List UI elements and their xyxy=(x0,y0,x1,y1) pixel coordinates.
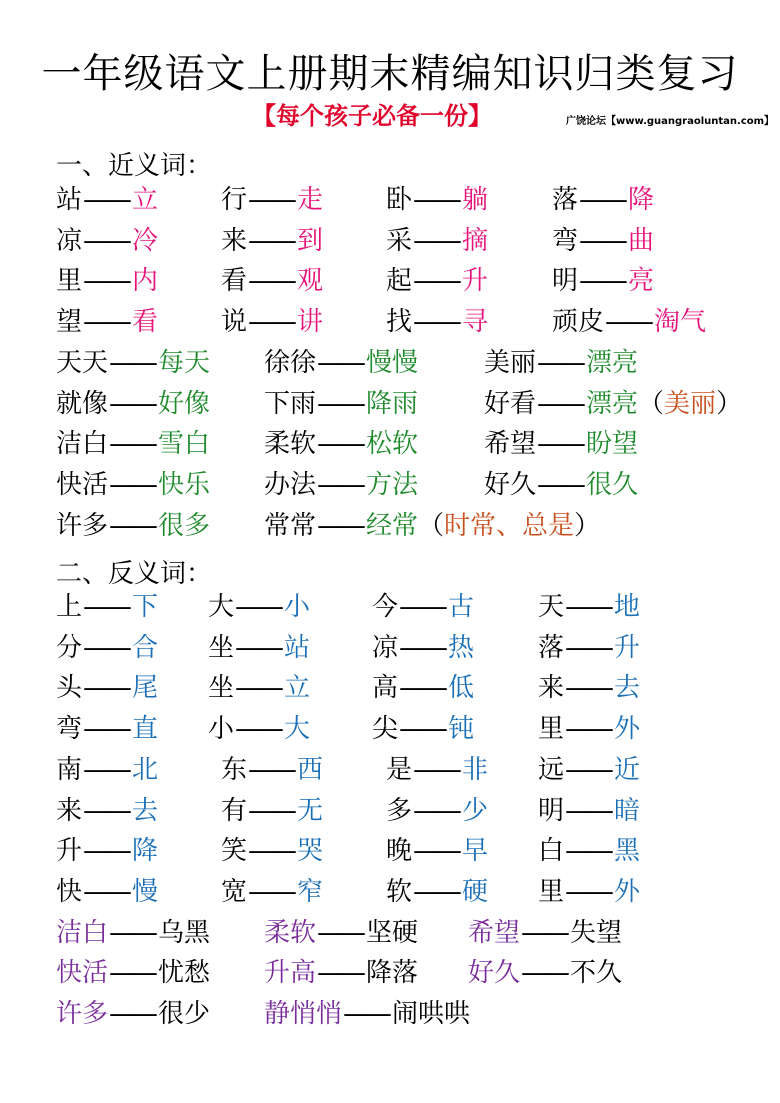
word-b: 少 xyxy=(462,795,489,826)
antonym-pair xyxy=(208,629,310,667)
dash-separator: —— xyxy=(413,795,460,826)
word-b: 北 xyxy=(132,754,159,785)
word-a: 顽皮 xyxy=(552,307,605,338)
antonym-pair xyxy=(372,710,474,748)
word-b: 西 xyxy=(297,754,324,785)
antonym-pair xyxy=(538,669,640,707)
word-b: 很少 xyxy=(158,999,211,1029)
word-b: 哭 xyxy=(297,836,324,867)
word-a: 坐 xyxy=(208,673,235,704)
dash-separator: —— xyxy=(83,225,130,256)
dash-separator: —— xyxy=(413,754,460,785)
synonym-pair xyxy=(552,181,654,219)
antonym-pair xyxy=(468,914,622,952)
antonym-pair xyxy=(538,873,640,911)
word-a: 希望 xyxy=(484,429,537,460)
synonym-pair xyxy=(386,181,488,219)
word-a: 凉 xyxy=(56,225,83,256)
synonym-pair xyxy=(386,222,488,260)
word-a: 大 xyxy=(208,592,235,622)
word-a: 洁白 xyxy=(56,917,109,948)
dash-separator: —— xyxy=(235,592,282,622)
word-a: 分 xyxy=(56,632,83,663)
synonym-pair xyxy=(264,385,418,423)
dash-separator: —— xyxy=(109,917,156,948)
antonym-pair xyxy=(264,995,470,1033)
antonym-pair xyxy=(221,832,323,870)
synonym-pair xyxy=(56,303,158,341)
word-b: 到 xyxy=(297,225,324,256)
antonym-pair xyxy=(538,629,640,667)
word-a: 就像 xyxy=(56,388,109,419)
word-a: 下雨 xyxy=(264,388,317,419)
word-a: 卧 xyxy=(386,185,413,215)
word-a: 是 xyxy=(386,754,413,785)
dash-separator: —— xyxy=(248,876,295,907)
word-b: 方法 xyxy=(366,469,419,500)
dash-separator: —— xyxy=(565,592,612,622)
word-b: 降落 xyxy=(366,958,419,989)
word-a: 凉 xyxy=(372,632,399,663)
dash-separator: —— xyxy=(565,836,612,867)
word-a: 多 xyxy=(386,795,413,826)
dash-separator: —— xyxy=(521,958,568,989)
synonym-pair xyxy=(264,466,418,504)
word-b: 站 xyxy=(284,632,311,663)
word-a: 洁白 xyxy=(56,429,109,460)
word-a: 笑 xyxy=(221,836,248,867)
antonym-pair xyxy=(538,588,640,626)
dash-separator: —— xyxy=(83,632,130,663)
word-a: 坐 xyxy=(208,632,235,663)
word-b: 好像 xyxy=(158,388,211,419)
dash-separator: —— xyxy=(83,836,130,867)
antonym-pair xyxy=(538,751,640,789)
word-b: 观 xyxy=(297,266,324,297)
word-b: 降雨 xyxy=(366,388,419,419)
word-b: 很多 xyxy=(158,510,211,541)
word-b: 忧愁 xyxy=(158,958,211,989)
dash-separator: —— xyxy=(413,836,460,867)
synonym-pair xyxy=(386,303,488,341)
word-a: 许多 xyxy=(56,510,109,541)
dash-separator: —— xyxy=(248,185,295,215)
dash-separator: —— xyxy=(579,185,626,215)
word-a: 望 xyxy=(56,307,83,338)
word-b: 外 xyxy=(614,714,641,745)
dash-separator: —— xyxy=(248,225,295,256)
antonym-pair xyxy=(56,954,210,992)
antonym-pair xyxy=(386,832,488,870)
dash-separator: —— xyxy=(399,592,446,622)
dash-separator: —— xyxy=(565,673,612,704)
synonym-pair xyxy=(56,466,210,504)
dash-separator: —— xyxy=(83,266,130,297)
word-b: 盼望 xyxy=(586,429,639,460)
dash-separator: —— xyxy=(413,266,460,297)
dash-separator: —— xyxy=(83,754,130,785)
synonym-pair xyxy=(264,344,418,382)
dash-separator: —— xyxy=(248,836,295,867)
dash-separator: —— xyxy=(248,795,295,826)
word-b: 地 xyxy=(614,592,641,622)
dash-separator: —— xyxy=(565,795,612,826)
dash-separator: —— xyxy=(317,917,364,948)
word-a: 柔软 xyxy=(264,429,317,460)
dash-separator: —— xyxy=(83,673,130,704)
dash-separator: —— xyxy=(109,999,156,1029)
word-a: 行 xyxy=(221,185,248,215)
synonym-pair xyxy=(264,507,600,545)
word-b: 下 xyxy=(132,592,159,622)
dash-separator: —— xyxy=(413,307,460,338)
dash-separator: —— xyxy=(317,958,364,989)
synonym-pair xyxy=(221,181,323,219)
dash-separator: —— xyxy=(109,388,156,419)
word-b: 尾 xyxy=(132,673,159,704)
dash-separator: —— xyxy=(565,876,612,907)
dash-separator: —— xyxy=(399,714,446,745)
dash-separator: —— xyxy=(413,225,460,256)
word-a: 落 xyxy=(552,185,579,215)
word-b: 很久 xyxy=(586,469,639,500)
word-a: 柔软 xyxy=(264,917,317,948)
word-a: 落 xyxy=(538,632,565,663)
antonym-pair xyxy=(538,832,640,870)
word-a: 尖 xyxy=(372,714,399,745)
word-a: 弯 xyxy=(56,714,83,745)
dash-separator: —— xyxy=(83,795,130,826)
word-b: 去 xyxy=(132,795,159,826)
word-b: 经常 xyxy=(366,510,419,541)
dash-separator: —— xyxy=(413,185,460,215)
antonym-pair xyxy=(56,914,210,952)
word-b: 无 xyxy=(297,795,324,826)
word-a: 南 xyxy=(56,754,83,785)
antonym-pair xyxy=(221,751,323,789)
dash-separator: —— xyxy=(109,958,156,989)
word-b: 慢 xyxy=(132,876,159,907)
word-b: 淘气 xyxy=(654,307,707,338)
dash-separator: —— xyxy=(317,510,364,541)
dash-separator: —— xyxy=(605,307,652,338)
alternate-words: （美丽） xyxy=(638,388,743,419)
word-a: 晚 xyxy=(386,836,413,867)
dash-separator: —— xyxy=(109,469,156,500)
word-b: 寻 xyxy=(462,307,489,338)
dash-separator: —— xyxy=(565,632,612,663)
antonym-pair xyxy=(538,792,640,830)
word-a: 宽 xyxy=(221,876,248,907)
antonym-pair xyxy=(208,669,310,707)
dash-separator: —— xyxy=(235,673,282,704)
antonym-pair xyxy=(386,873,488,911)
word-a: 静悄悄 xyxy=(264,999,343,1029)
word-a: 高 xyxy=(372,673,399,704)
word-a: 里 xyxy=(56,266,83,297)
dash-separator: —— xyxy=(83,185,130,215)
word-a: 明 xyxy=(552,266,579,297)
antonym-pair xyxy=(208,710,310,748)
word-b: 黑 xyxy=(614,836,641,867)
word-a: 白 xyxy=(538,836,565,867)
antonym-pair xyxy=(372,629,474,667)
alternate-words: （时常、总是） xyxy=(418,510,601,541)
dash-separator: —— xyxy=(235,632,282,663)
word-b: 暗 xyxy=(614,795,641,826)
antonym-pair xyxy=(56,751,158,789)
word-b: 升 xyxy=(462,266,489,297)
antonym-pair xyxy=(56,629,158,667)
word-b: 降 xyxy=(628,185,655,215)
antonyms-heading: 二、反义词： xyxy=(56,559,213,589)
word-a: 希望 xyxy=(468,917,521,948)
word-a: 软 xyxy=(386,876,413,907)
word-b: 松软 xyxy=(366,429,419,460)
word-b: 外 xyxy=(614,876,641,907)
word-a: 升高 xyxy=(264,958,317,989)
word-b: 亮 xyxy=(628,266,655,297)
dash-separator: —— xyxy=(343,999,390,1029)
dash-separator: —— xyxy=(83,307,130,338)
word-b: 立 xyxy=(284,673,311,704)
synonym-pair xyxy=(484,385,742,423)
word-b: 摘 xyxy=(462,225,489,256)
dash-separator: —— xyxy=(399,673,446,704)
dash-separator: —— xyxy=(235,714,282,745)
word-a: 升 xyxy=(56,836,83,867)
word-b: 近 xyxy=(614,754,641,785)
word-b: 内 xyxy=(132,266,159,297)
antonym-pair xyxy=(56,588,158,626)
dash-separator: —— xyxy=(83,592,130,622)
dash-separator: —— xyxy=(317,388,364,419)
antonym-pair xyxy=(56,995,210,1033)
synonym-pair xyxy=(484,425,638,463)
word-b: 硬 xyxy=(462,876,489,907)
word-b: 漂亮 xyxy=(586,347,639,378)
word-a: 头 xyxy=(56,673,83,704)
word-a: 好看 xyxy=(484,388,537,419)
synonym-pair xyxy=(56,385,210,423)
word-a: 东 xyxy=(221,754,248,785)
dash-separator: —— xyxy=(317,347,364,378)
synonym-pair xyxy=(264,425,418,463)
word-a: 远 xyxy=(538,754,565,785)
dash-separator: —— xyxy=(537,347,584,378)
dash-separator: —— xyxy=(413,876,460,907)
word-b: 升 xyxy=(614,632,641,663)
word-a: 来 xyxy=(56,795,83,826)
antonym-pair xyxy=(56,669,158,707)
dash-separator: —— xyxy=(399,632,446,663)
antonym-pair xyxy=(56,873,158,911)
dash-separator: —— xyxy=(109,347,156,378)
dash-separator: —— xyxy=(317,429,364,460)
word-a: 美丽 xyxy=(484,347,537,378)
word-a: 有 xyxy=(221,795,248,826)
synonym-pair xyxy=(56,344,210,382)
antonym-pair xyxy=(56,832,158,870)
word-b: 小 xyxy=(284,592,311,622)
synonym-pair xyxy=(56,425,210,463)
word-a: 许多 xyxy=(56,999,109,1029)
dash-separator: —— xyxy=(248,307,295,338)
word-a: 里 xyxy=(538,876,565,907)
synonym-pair xyxy=(56,507,210,545)
word-b: 立 xyxy=(132,185,159,215)
word-a: 快活 xyxy=(56,469,109,500)
word-b: 躺 xyxy=(462,185,489,215)
word-a: 看 xyxy=(221,266,248,297)
dash-separator: —— xyxy=(109,429,156,460)
synonym-pair xyxy=(552,262,654,300)
antonym-pair xyxy=(56,710,158,748)
dash-separator: —— xyxy=(537,388,584,419)
antonym-pair xyxy=(208,588,310,626)
word-b: 不久 xyxy=(570,958,623,989)
synonym-pair xyxy=(221,222,323,260)
word-b: 失望 xyxy=(570,917,623,948)
word-b: 早 xyxy=(462,836,489,867)
word-a: 常常 xyxy=(264,510,317,541)
dash-separator: —— xyxy=(537,429,584,460)
word-a: 办法 xyxy=(264,469,317,500)
word-b: 冷 xyxy=(132,225,159,256)
dash-separator: —— xyxy=(565,714,612,745)
antonym-pair xyxy=(372,669,474,707)
word-b: 曲 xyxy=(628,225,655,256)
synonym-pair xyxy=(56,222,158,260)
word-a: 站 xyxy=(56,185,83,215)
antonym-pair xyxy=(538,710,640,748)
word-a: 天天 xyxy=(56,347,109,378)
word-b: 合 xyxy=(132,632,159,663)
word-b: 讲 xyxy=(297,307,324,338)
synonym-pair xyxy=(552,222,654,260)
word-b: 走 xyxy=(297,185,324,215)
word-a: 徐徐 xyxy=(264,347,317,378)
word-a: 来 xyxy=(538,673,565,704)
antonym-pair xyxy=(372,588,474,626)
word-b: 去 xyxy=(614,673,641,704)
synonyms-heading: 一、近义词： xyxy=(56,151,213,181)
word-a: 今 xyxy=(372,592,399,622)
antonym-pair xyxy=(386,751,488,789)
synonym-pair xyxy=(56,181,158,219)
dash-separator: —— xyxy=(109,510,156,541)
word-a: 上 xyxy=(56,592,83,622)
word-a: 快活 xyxy=(56,958,109,989)
word-a: 找 xyxy=(386,307,413,338)
word-a: 小 xyxy=(208,714,235,745)
word-a: 说 xyxy=(221,307,248,338)
word-a: 起 xyxy=(386,266,413,297)
synonym-pair xyxy=(221,303,323,341)
word-b: 窄 xyxy=(297,876,324,907)
word-b: 乌黑 xyxy=(158,917,211,948)
synonym-pair xyxy=(484,344,638,382)
antonym-pair xyxy=(221,792,323,830)
synonym-pair xyxy=(386,262,488,300)
dash-separator: —— xyxy=(579,225,626,256)
word-b: 钝 xyxy=(448,714,475,745)
word-b: 坚硬 xyxy=(366,917,419,948)
dash-separator: —— xyxy=(83,714,130,745)
word-b: 热 xyxy=(448,632,475,663)
antonym-pair xyxy=(221,873,323,911)
word-b: 漂亮 xyxy=(586,388,639,419)
word-a: 好久 xyxy=(484,469,537,500)
antonym-pair xyxy=(56,792,158,830)
antonym-pair xyxy=(264,914,418,952)
antonym-pair xyxy=(264,954,418,992)
source-watermark: 广饶论坛【www.guangraoluntan.com】 xyxy=(566,116,775,127)
word-b: 每天 xyxy=(158,347,211,378)
antonym-pair xyxy=(386,792,488,830)
word-b: 快乐 xyxy=(158,469,211,500)
antonym-pair xyxy=(468,954,622,992)
word-a: 弯 xyxy=(552,225,579,256)
dash-separator: —— xyxy=(248,266,295,297)
synonym-pair xyxy=(56,262,158,300)
word-b: 慢慢 xyxy=(366,347,419,378)
word-a: 快 xyxy=(56,876,83,907)
word-a: 好久 xyxy=(468,958,521,989)
word-b: 古 xyxy=(448,592,475,622)
word-b: 降 xyxy=(132,836,159,867)
synonym-pair xyxy=(221,262,323,300)
word-b: 大 xyxy=(284,714,311,745)
word-a: 来 xyxy=(221,225,248,256)
subtitle: 【每个孩子必备一份】 xyxy=(252,102,492,130)
word-a: 里 xyxy=(538,714,565,745)
dash-separator: —— xyxy=(521,917,568,948)
page-title: 一年级语文上册期末精编知识归类复习 xyxy=(41,51,739,97)
word-b: 直 xyxy=(132,714,159,745)
word-b: 低 xyxy=(448,673,475,704)
word-a: 天 xyxy=(538,592,565,622)
word-b: 雪白 xyxy=(158,429,211,460)
word-b: 闹哄哄 xyxy=(392,999,471,1029)
word-b: 看 xyxy=(132,307,159,338)
word-a: 明 xyxy=(538,795,565,826)
dash-separator: —— xyxy=(537,469,584,500)
word-a: 采 xyxy=(386,225,413,256)
word-b: 非 xyxy=(462,754,489,785)
dash-separator: —— xyxy=(317,469,364,500)
dash-separator: —— xyxy=(83,876,130,907)
synonym-pair xyxy=(484,466,638,504)
dash-separator: —— xyxy=(565,754,612,785)
synonym-pair xyxy=(552,303,706,341)
dash-separator: —— xyxy=(248,754,295,785)
dash-separator: —— xyxy=(579,266,626,297)
